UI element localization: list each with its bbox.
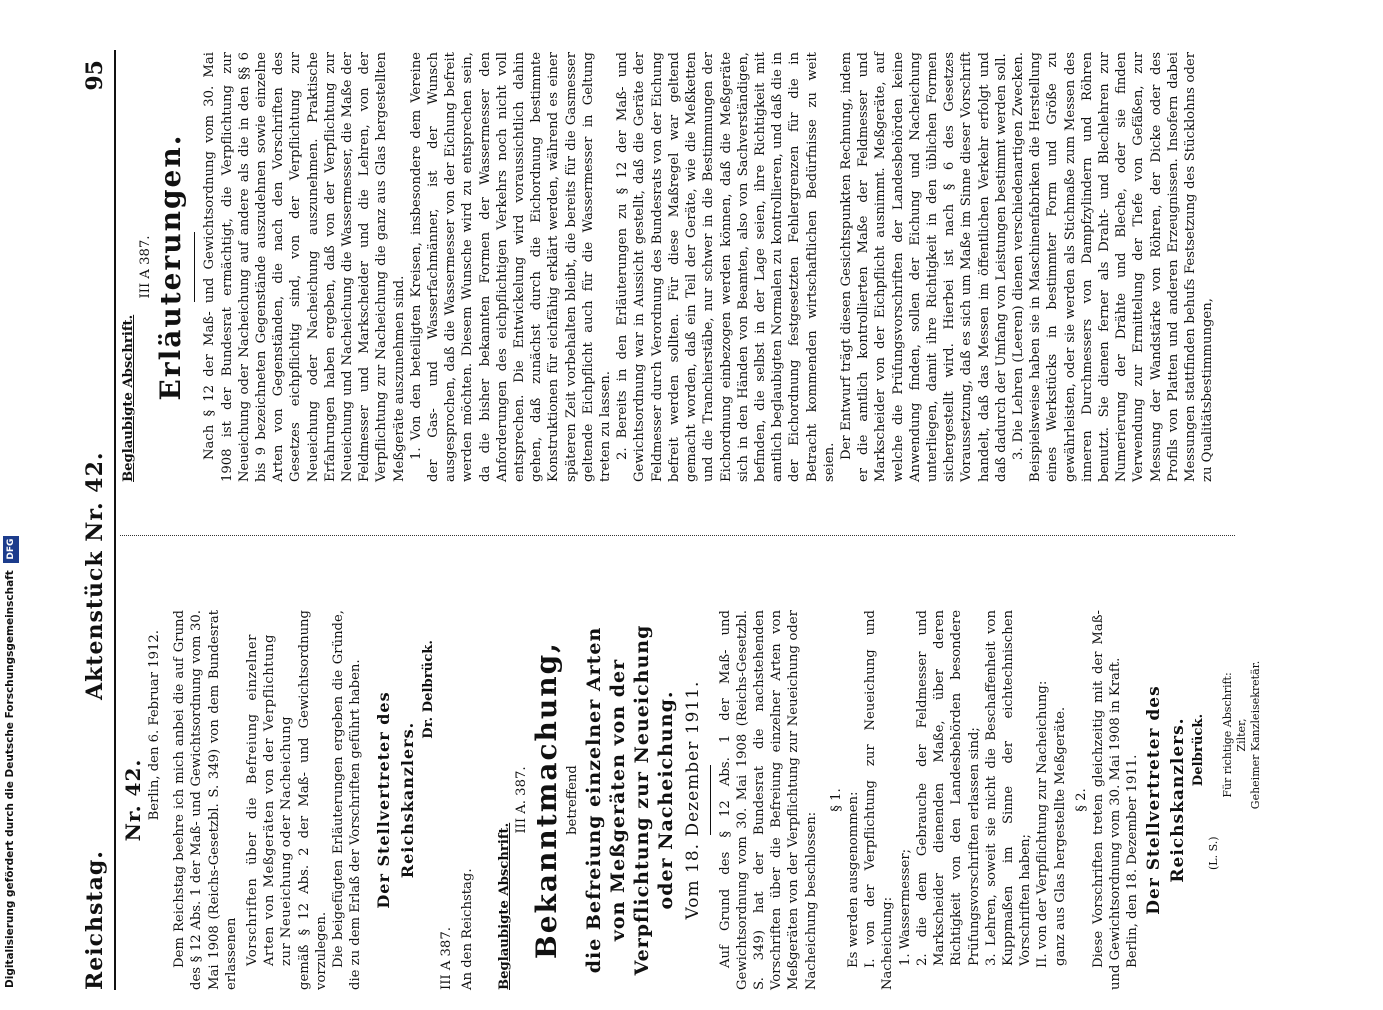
betreffend-label: betreffend bbox=[565, 765, 581, 835]
reference-number: III A 387. bbox=[438, 927, 454, 990]
digitization-notice: Digitalisierung gefördert durch die Deutsche Forschungsgemeinschaft bbox=[4, 570, 16, 988]
running-header bbox=[80, 0, 114, 1010]
header-aktenstueck: Aktenstück Nr. 42. bbox=[82, 451, 108, 700]
vorschriften-title: Vorschriften über die Befreiung einzelner Arten von Meßgeräten von der Verpflichtung zur Neueichung oder Nacheichung bbox=[245, 634, 295, 966]
erlaeuterungen-title: Erläuterungen. bbox=[154, 133, 188, 401]
document-page bbox=[80, 0, 1340, 1010]
erlaeuterungen-paragraph-2: 1. Von den beteiligten Kreisen, insbesondere dem Vereine der Gas- und Wasserfachmänner, ist der Wunsch ausgesprochen, daß die Wassermesser von der Eichung befreit werden möchten. Diesem Wunsche wird zu entsprechen sein, da die bisher bekannten Formen der Wassermesser den Anforderungen des eichpflichtigen Verkehrs noch nicht voll entsprechen. Die Entwickelung wird voraussichtlich dahin gehen, daß zunächst durch die Eichordnung bestimmte Konstruktionen für eichfähig erklärt werden, während es einer späteren Zeit vorbehalten bleibt, die bereits für die Gasmesser geltende Eichpflicht auch für die Wassermesser in Geltung treten zu lassen. bbox=[408, 52, 614, 482]
certification-line-3: Geheimer Kanzleisekretär. bbox=[1248, 660, 1262, 810]
intro-text: Dem Reichstag beehre ich mich anbei die auf Grund des § 12 Abs. 1 der Maß- und Gewichtsordnung vom 30. Mai 1908 (Reichs-Gesetzbl. S. 349) von dem Bundesrat erlassenen bbox=[172, 610, 239, 990]
paragraph-1-item-1: 1. Wassermesser; bbox=[897, 848, 913, 966]
erlaeuterungen-paragraph-1: Nach § 12 der Maß- und Gewichtsordnung vom 30. Mai 1908 ist der Bundesrat ermächtigt, die Verpflichtung zur Neueichung oder Nacheichung auf andere als die in den §§ 6 bis 9 bezeichneten Gegenstände auszudehnen sowie einzelne Arten von Gegenständen, die nach den Vorschriften des Gesetzes eichpflichtig sind, von der Verpflichtung zur Neueichung oder Nacheichung auszunehmen. Praktische Erfahrungen haben ergeben, daß von der Verpflichtung zur Neueichung und Nacheichung die Wassermesser, die Maße der Feldmesser und Markscheider und die Lehren, von der Verpflichtung zur Nacheichung die ganz aus Glas hergestellten Meßgeräte auszunehmen sind. bbox=[202, 52, 407, 482]
right-reference-number: III A 387. bbox=[138, 235, 154, 299]
paragraph-2-heading: § 2. bbox=[1073, 788, 1089, 812]
left-column bbox=[120, 610, 1262, 990]
reference-number-2: III A. 387. bbox=[514, 766, 530, 834]
addressee: An den Reichstag. bbox=[459, 868, 475, 990]
paragraph-1-section-I: I. von der Verpflichtung zur Neueichung und Nacheichung: bbox=[863, 610, 896, 990]
erlaeuterungen-paragraph-4: Der Entwurf trägt diesen Gesichtspunkten Rechnung, indem er die amtlich kontrollierten Maße der Feldmesser und Markscheider von der Eichpflicht ausnimmt. Meßgeräte, auf welche die Prüfungsvorschriften der Landesbehörden keine Anwendung finden, sollen der Eichung und Nacheichung unterliegen, damit ihre Richtigkeit in den üblichen Formen sichergestellt wird. Hierbei ist nach § 6 des Gesetzes Voraussetzung, daß es sich um Maße im Sinne dieser Vorschrift handelt, daß das Messen im öffentlichen Verkehr erfolgt und daß dadurch der Umfang von Leistungen bestimmt werden soll. bbox=[838, 52, 1009, 482]
signature-2-title: Der Stellvertreter des Reichskanzlers. bbox=[1143, 685, 1188, 915]
header-reichstag: Reichstag. bbox=[82, 850, 108, 990]
paragraph-1-intro: Es werden ausgenommen: bbox=[846, 791, 862, 968]
document-number: Nr. 42. bbox=[121, 758, 145, 842]
vorschriften-tail: gemäß § 12 Abs. 2 der Maß- und Gewichtsordnung vorzulegen. bbox=[296, 610, 329, 990]
seal-mark: (L. S.) bbox=[1206, 836, 1220, 870]
beglaubigt-label: Beglaubigte Abschrift. bbox=[497, 822, 513, 990]
erlaeuterungen-paragraph-5: 3. Die Lehren (Leeren) dienen verschiedenartigen Zwecken. Beispielsweise haben sie in Maschinenfabriken die Herstellung eines Werkstücks in bestimmter Form und Größe zu gewährleisten, oder sie werden als Stichmaße zum Messen des inneren Durchmessers von Dampfzylindern und Röhren benutzt. Sie dienen ferner als Draht- und Blechlehren zur Numerierung der Drähte und Bleche, oder sie finden Verwendung zur Ermittelung der Tiefe von Gefäßen, zur Messung der Wandstärke von Röhren, der Dicke oder des Profils von Platten und anderen Erzeugnissen. Insofern dabei Messungen stattfinden behufs Festsetzung des Stücklohns oder zu Qualitätsbestimmungen, bbox=[1010, 52, 1216, 482]
preamble: Auf Grund des § 12 Abs. 1 der Maß- und Gewichtsordnung vom 30. Mai 1908 (Reichs-Gesetzbl. S. 349) hat der Bundesrat die nachstehenden Vorschriften über die Befreiung einzelner Arten von Meßgeräten von der Verpflichtung zur Neueichung oder Nacheichung beschlossen: bbox=[717, 610, 819, 990]
short-divider bbox=[710, 765, 711, 835]
bekanntmachung-subject: die Befreiung einzelner Arten von Meßgeräten von der Verpflichtung zur Neueichung oder Nacheichung. bbox=[582, 624, 677, 976]
dateline: Berlin, den 6. Februar 1912. bbox=[147, 630, 162, 821]
bekanntmachung-date: Vom 18. Dezember 1911. bbox=[682, 680, 703, 920]
header-rule bbox=[114, 50, 116, 990]
paragraph-1-heading: § 1. bbox=[828, 788, 844, 812]
dfg-logo: DFG bbox=[3, 536, 19, 563]
column-separator bbox=[120, 535, 1235, 536]
signature-name: Dr. Delbrück. bbox=[421, 640, 437, 739]
erlaeuterungen-note: Die beigefügten Erläuterungen ergeben die Gründe, die zu dem Erlaß der Vorschriften geführt haben. bbox=[331, 610, 364, 990]
dateline-2: Berlin, den 18. Dezember 1911. bbox=[1125, 754, 1141, 968]
certification-line-2: Zilter, bbox=[1234, 718, 1248, 752]
erlaeuterungen-paragraph-3: 2. Bereits in den Erläuterungen zu § 12 der Maß- und Gewichtsordnung war in Aussicht gestellt, daß die Geräte der Feldmesser durch Verordnung des Bundesrats von der Eichung befreit werden sollten. Für diese Maßregel war geltend gemacht worden, daß ein Teil der Geräte, wie die Meßketten und die Tranchierstäbe, nur schwer in die Bestimmungen der Eichordnung einbezogen werden können, daß die Meßgeräte sich in den Händen von Beamten, also von Sachverständigen, befinden, die selbst in der Lage seien, ihre Richtigkeit mit amtlich beglaubigten Normalen zu kontrollieren, und daß die in der Eichordnung festgesetzten Fehlergrenzen für die in Betracht kommenden wirtschaftlichen Bedürfnisse zu weit seien. bbox=[615, 52, 837, 482]
page-number: 95 bbox=[82, 60, 108, 91]
paragraph-1-item-3: 3. Lehren, soweit sie nicht die Beschaffenheit von Kuppmaßen im Sinne der eichtechnischen Vorschriften haben; bbox=[983, 610, 1034, 966]
bekanntmachung-title: Bekanntmachung, bbox=[530, 641, 564, 959]
paragraph-2-text: Diese Vorschriften treten gleichzeitig mit der Maß- und Gewichtsordnung vom 30. Mai 1908 in Kraft. bbox=[1090, 610, 1124, 990]
title-divider bbox=[194, 232, 195, 302]
signature-title: Der Stellvertreter des Reichskanzlers. bbox=[374, 691, 418, 909]
paragraph-1-section-II: II. von der Verpflichtung zur Nacheichung: bbox=[1035, 680, 1051, 968]
signature-2-name: Delbrück. bbox=[1190, 713, 1206, 787]
right-beglaubigt-label: Beglaubigte Abschrift. bbox=[121, 314, 136, 482]
digitization-sidebar bbox=[0, 0, 18, 1000]
paragraph-1-item-2: 2. die dem Gebrauche der Feldmesser und Markscheider dienenden Maße, über deren Richtigkeit von den Landesbehörden besondere Prüfungsvorschriften erlassen sind; bbox=[914, 610, 982, 966]
certification-line-1: Für richtige Abschrift: bbox=[1220, 672, 1234, 798]
paragraph-1-section-II-text: ganz aus Glas hergestellte Meßgeräte. bbox=[1052, 706, 1068, 966]
right-column bbox=[120, 52, 1230, 482]
